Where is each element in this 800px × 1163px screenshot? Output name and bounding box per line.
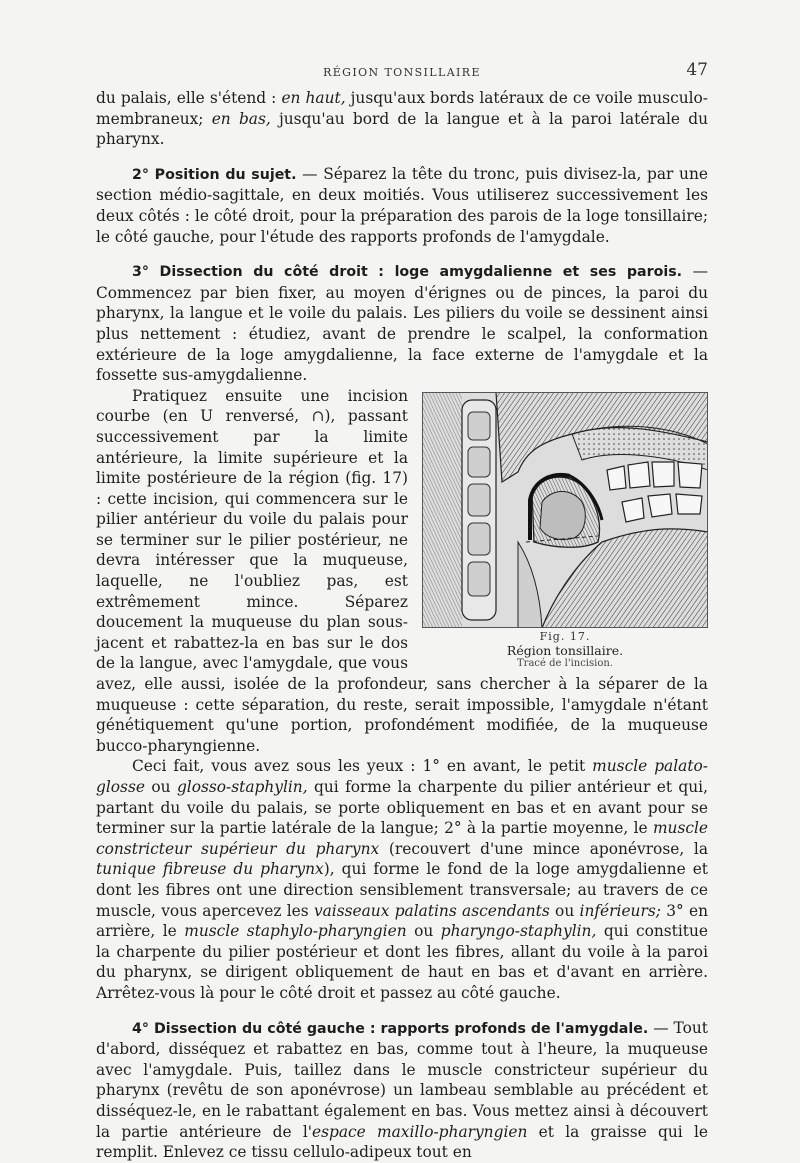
figure-17 bbox=[422, 392, 708, 669]
text-run: qui forme la charpente du pilier antérieur et qui, partant du voile du palais, se porte obliquement en bas et en avant pour se terminer sur la partie latérale de la langue; 2° à la partie moyenne, le bbox=[96, 778, 708, 838]
italic-run: muscle staphylo-pharyngien bbox=[184, 922, 407, 941]
text-run: jusqu'au bord de la langue et à la paroi latérale du pharynx. bbox=[96, 109, 708, 149]
italic-run: pharyngo-staphylin, bbox=[440, 922, 597, 941]
paragraph-6 bbox=[96, 1018, 708, 1163]
italic-run: glosso-staphylin, bbox=[176, 778, 308, 796]
text-run: — Commencez par bien fixer, au moyen d'érignes ou de pinces, la paroi du pharynx, la langue et le voile du palais. Les piliers du voile se dessinent ainsi plus nettement : étudiez, avant de prendre le scalpel, la conformation extérieure de la loge amygdalienne, la face externe de l'amygdale et la fossette sus-amygdalienne. bbox=[96, 262, 708, 385]
text-run: (recouvert d'une mince aponévrose, la bbox=[379, 839, 709, 858]
section-heading-2: 2° Position du sujet. bbox=[132, 166, 297, 183]
italic-run: muscle palato-glosse bbox=[96, 757, 708, 796]
text-run: 3° en arrière, le bbox=[96, 901, 709, 941]
italic-run: en bas, bbox=[211, 109, 271, 128]
italic-run: espace maxillo-pharyngien bbox=[311, 1122, 528, 1141]
italic-run: inférieurs; bbox=[579, 901, 661, 920]
figure-number: Fig. 17. bbox=[539, 629, 591, 643]
text-run: ou bbox=[406, 922, 441, 941]
paragraph-3 bbox=[96, 261, 708, 386]
italic-run: vaisseaux palatins ascendants bbox=[313, 901, 550, 920]
text-run: qui constitue la charpente du pilier postérieur et dont les fibres, allant du voile à la paroi du pharynx, se dirigent obliquement de haut en bas et d'avant en arrière. Arrêtez-vous là pour le côté droit et passez au côté gauche. bbox=[96, 922, 708, 1002]
text-run: — Séparez la tête du tronc, puis divisez-la, par une section médio-sagittale, en deux moitiés. Vous utiliserez successivement les deux côtés : le côté droit, pour la préparation des parois de la loge tonsillaire; le côté gauche, pour l'étude des rapports profonds de l'amygdale. bbox=[96, 164, 708, 246]
italic-run: muscle constricteur supérieur du pharynx bbox=[96, 819, 708, 858]
paragraph-2 bbox=[96, 164, 708, 247]
figure-title: Région tonsillaire. bbox=[506, 642, 624, 658]
tonsil-region-illustration bbox=[422, 392, 708, 628]
paragraph-4: Pratiquez ensuite une incision courbe (en U renversé, ∩), passant successivement par la limite antérieure, la limite supérieure et la limite postérieure de la région (fig. 17) : cette incision, qui commencera sur le pilier antérieur du voile du palais pour se terminer sur le pilier postérieur, ne devra intéresser que la muqueuse, laquelle, ne l'oubliez pas, est extrêmement mince. Séparez doucement la muqueuse du plan sous-jacent et rabattez-la en bas sur le dos de la langue, avec l'amygdale, que vous avez, elle aussi, isolée de la profondeur, sans chercher à la séparer de la muqueuse : cette séparation, du reste, serait impossible, l'amygdale n'étant génétiquement qu'une portion, profondément modifiée, de la muqueuse bucco-pharyngienne. bbox=[96, 386, 708, 755]
text-run: et la graisse qui le remplit. Enlevez ce tissu cellulo-adipeux tout en bbox=[96, 1122, 708, 1162]
italic-run: en haut, bbox=[281, 89, 346, 107]
section-heading-3: 3° Dissection du côté droit : loge amygdalienne et ses parois. bbox=[132, 264, 683, 281]
page-number: 47 bbox=[686, 60, 708, 80]
text-run: Ceci fait, vous avez sous les yeux : 1° en avant, le petit bbox=[132, 757, 593, 776]
text-run: ou bbox=[144, 778, 177, 796]
italic-run: tunique fibreuse du pharynx bbox=[96, 860, 324, 879]
running-title: RÉGION TONSILLAIRE bbox=[323, 66, 481, 79]
running-head bbox=[96, 58, 708, 88]
section-heading-4: 4° Dissection du côté gauche : rapports profonds de l'amygdale. bbox=[132, 1020, 649, 1037]
text-run: — Tout d'abord, disséquez et rabattez en bas, comme tout à l'heure, la muqueuse avec l'amygdale. Puis, taillez dans le muscle constricteur supérieur du pharynx (revêtu de son aponévrose) un lambeau semblable au précédent et disséquez-le, en le rabattant également en bas. Vous mettez ainsi à découvert la partie antérieure de l' bbox=[96, 1018, 708, 1141]
figure-subtitle: Tracé de l'incision. bbox=[517, 657, 613, 669]
paragraph-5 bbox=[96, 756, 708, 1003]
text-run: jusqu'aux bords latéraux de ce voile musculo-membraneux; bbox=[96, 89, 708, 128]
text-run: ou bbox=[549, 901, 580, 920]
text-run: du palais, elle s'étend : bbox=[96, 89, 282, 107]
text-run: ), qui forme le fond de la loge amygdalienne et dont les fibres ont une direction sensiblement transversale; au travers de ce muscle, vous apercevez les bbox=[96, 860, 708, 920]
page bbox=[96, 58, 708, 1163]
paragraph-1 bbox=[96, 88, 708, 150]
